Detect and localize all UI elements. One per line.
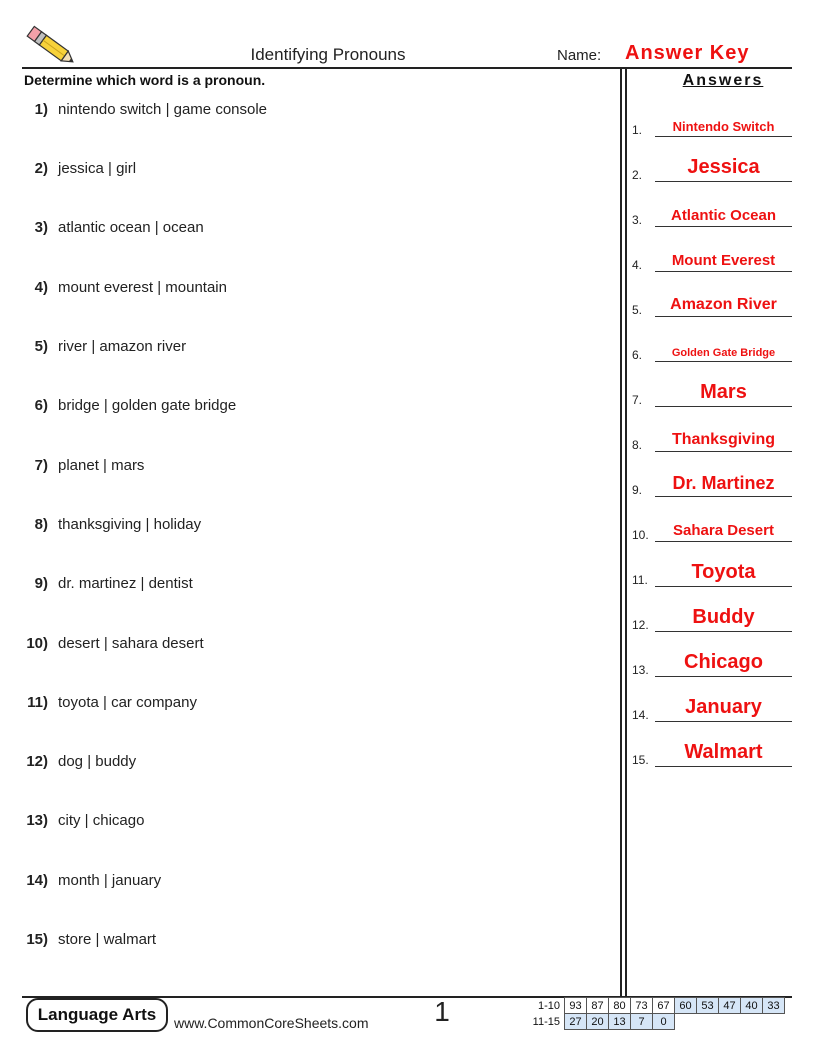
answer-number: 11.: [632, 573, 648, 587]
answer-key-label: Answer Key: [625, 42, 750, 64]
answer-line: [655, 631, 792, 632]
score-cell: 80: [609, 998, 631, 1014]
question-number: 8): [34, 516, 48, 533]
answer-text: Dr. Martinez: [672, 473, 775, 493]
page-title: Identifying Pronouns: [250, 45, 406, 64]
score-cell: 87: [587, 998, 609, 1014]
answer-line: [655, 406, 792, 407]
answer-text: Atlantic Ocean: [670, 207, 777, 224]
score-cell: 33: [763, 998, 785, 1014]
question-text: store | walmart: [58, 931, 157, 948]
answer-line: [655, 361, 792, 362]
score-cell: 73: [631, 998, 653, 1014]
answer-item: [632, 234, 792, 274]
answer-number: 1.: [632, 123, 643, 137]
answer-text: Nintendo Switch: [672, 119, 775, 134]
score-row: [528, 998, 785, 1014]
column-divider: [625, 69, 627, 997]
answer-number: 13.: [632, 663, 649, 677]
answer-number: 5.: [632, 303, 643, 317]
question-text: atlantic ocean | ocean: [58, 219, 204, 236]
question-number: 10): [26, 635, 48, 652]
answer-text: January: [685, 696, 762, 718]
question-number: 14): [26, 872, 48, 889]
question-number: 1): [34, 101, 48, 118]
score-cell: 40: [741, 998, 763, 1014]
question-number: 11): [27, 694, 48, 711]
answer-line: [655, 226, 792, 227]
answer-number: 3.: [632, 213, 643, 227]
question-text: month | january: [58, 872, 162, 889]
answer-text: Buddy: [692, 606, 755, 628]
answer-text: Mars: [700, 381, 747, 403]
answer-number: 6.: [632, 348, 643, 362]
answer-text: Thanksgiving: [671, 431, 776, 448]
answer-line: [655, 766, 792, 767]
answer-item: [632, 639, 792, 679]
score-table: [528, 997, 785, 1030]
answer-line: [655, 271, 792, 272]
answer-item: [632, 414, 792, 454]
answer-item: [632, 324, 792, 364]
score-cell: 67: [653, 998, 675, 1014]
question-number: 6): [34, 397, 48, 414]
answer-line: [655, 181, 792, 182]
score-cell: 47: [719, 998, 741, 1014]
answer-text: Toyota: [691, 561, 756, 583]
question-number: 2): [34, 160, 48, 177]
answer-line: [655, 541, 792, 542]
answer-number: 12.: [632, 618, 649, 632]
answer-line: [655, 721, 792, 722]
answer-number: 10.: [632, 528, 649, 542]
question-number: 3): [34, 219, 48, 236]
answer-line: [655, 451, 792, 452]
score-range: 11-15: [532, 1015, 560, 1028]
answer-item: [632, 99, 792, 139]
answer-line: [655, 136, 792, 137]
question-number: 4): [34, 279, 48, 296]
page-number: 1: [434, 996, 450, 1027]
answer-item: [632, 594, 792, 634]
answer-number: 4.: [632, 258, 643, 272]
answer-item: [632, 189, 792, 229]
answer-line: [655, 316, 792, 317]
answer-text: Mount Everest: [671, 252, 776, 269]
name-label: Name:: [557, 47, 602, 64]
website-link[interactable]: www.CommonCoreSheets.com: [174, 1015, 369, 1031]
question-number: 12): [26, 753, 48, 770]
question-text: river | amazon river: [58, 338, 187, 355]
score-cell: 20: [587, 1014, 609, 1030]
answer-item: [632, 459, 792, 499]
question-text: bridge | golden gate bridge: [58, 397, 237, 414]
score-cell: 0: [653, 1014, 675, 1030]
question-text: desert | sahara desert: [58, 635, 204, 652]
answer-text: Amazon River: [670, 296, 777, 313]
score-cell: 13: [609, 1014, 631, 1030]
answer-line: [655, 586, 792, 587]
question-number: 13): [26, 812, 48, 829]
header-rule: [22, 67, 792, 69]
score-cell: 7: [631, 1014, 653, 1030]
answer-item: [632, 504, 792, 544]
pencil-icon: [22, 24, 80, 68]
score-cell: 53: [697, 998, 719, 1014]
score-cell: 27: [565, 1014, 587, 1030]
answer-text: Sahara Desert: [673, 522, 774, 539]
answers-heading: Answers: [682, 72, 764, 89]
answer-item: [632, 549, 792, 589]
question-text: city | chicago: [58, 812, 145, 829]
answer-item: [632, 279, 792, 319]
question-number: 9): [34, 575, 48, 592]
question-text: nintendo switch | game console: [58, 101, 268, 118]
answer-item: [632, 369, 792, 409]
instructions: Determine which word is a pronoun.: [24, 72, 266, 88]
score-row: [528, 1014, 785, 1030]
score-cell: 60: [675, 998, 697, 1014]
question-text: planet | mars: [58, 457, 145, 474]
question-text: toyota | car company: [58, 694, 197, 711]
answer-line: [655, 676, 792, 677]
score-cell: 93: [565, 998, 587, 1014]
answer-item: [632, 729, 792, 769]
answer-number: 14.: [632, 708, 649, 722]
question-text: thanksgiving | holiday: [58, 516, 202, 533]
answer-item: [632, 144, 792, 184]
answer-number: 2.: [632, 168, 643, 182]
question-number: 15): [26, 931, 48, 948]
question-text: jessica | girl: [58, 160, 137, 177]
score-range: 1-10: [537, 999, 560, 1012]
question-number: 7): [34, 457, 48, 474]
answer-line: [655, 496, 792, 497]
answer-number: 8.: [632, 438, 643, 452]
answer-number: 15.: [632, 753, 649, 767]
column-divider: [620, 69, 622, 997]
answer-number: 7.: [632, 393, 643, 407]
question-text: dog | buddy: [58, 753, 137, 770]
question-number: 5): [34, 338, 48, 355]
answer-text: Walmart: [684, 741, 763, 763]
answer-text: Jessica: [687, 156, 760, 178]
question-text: dr. martinez | dentist: [58, 575, 193, 592]
question-text: mount everest | mountain: [58, 279, 227, 296]
answer-text: Chicago: [684, 651, 763, 673]
subject-badge: Language Arts: [26, 998, 168, 1032]
answer-text: Golden Gate Bridge: [671, 347, 776, 359]
answer-item: [632, 684, 792, 724]
answer-number: 9.: [632, 483, 643, 497]
